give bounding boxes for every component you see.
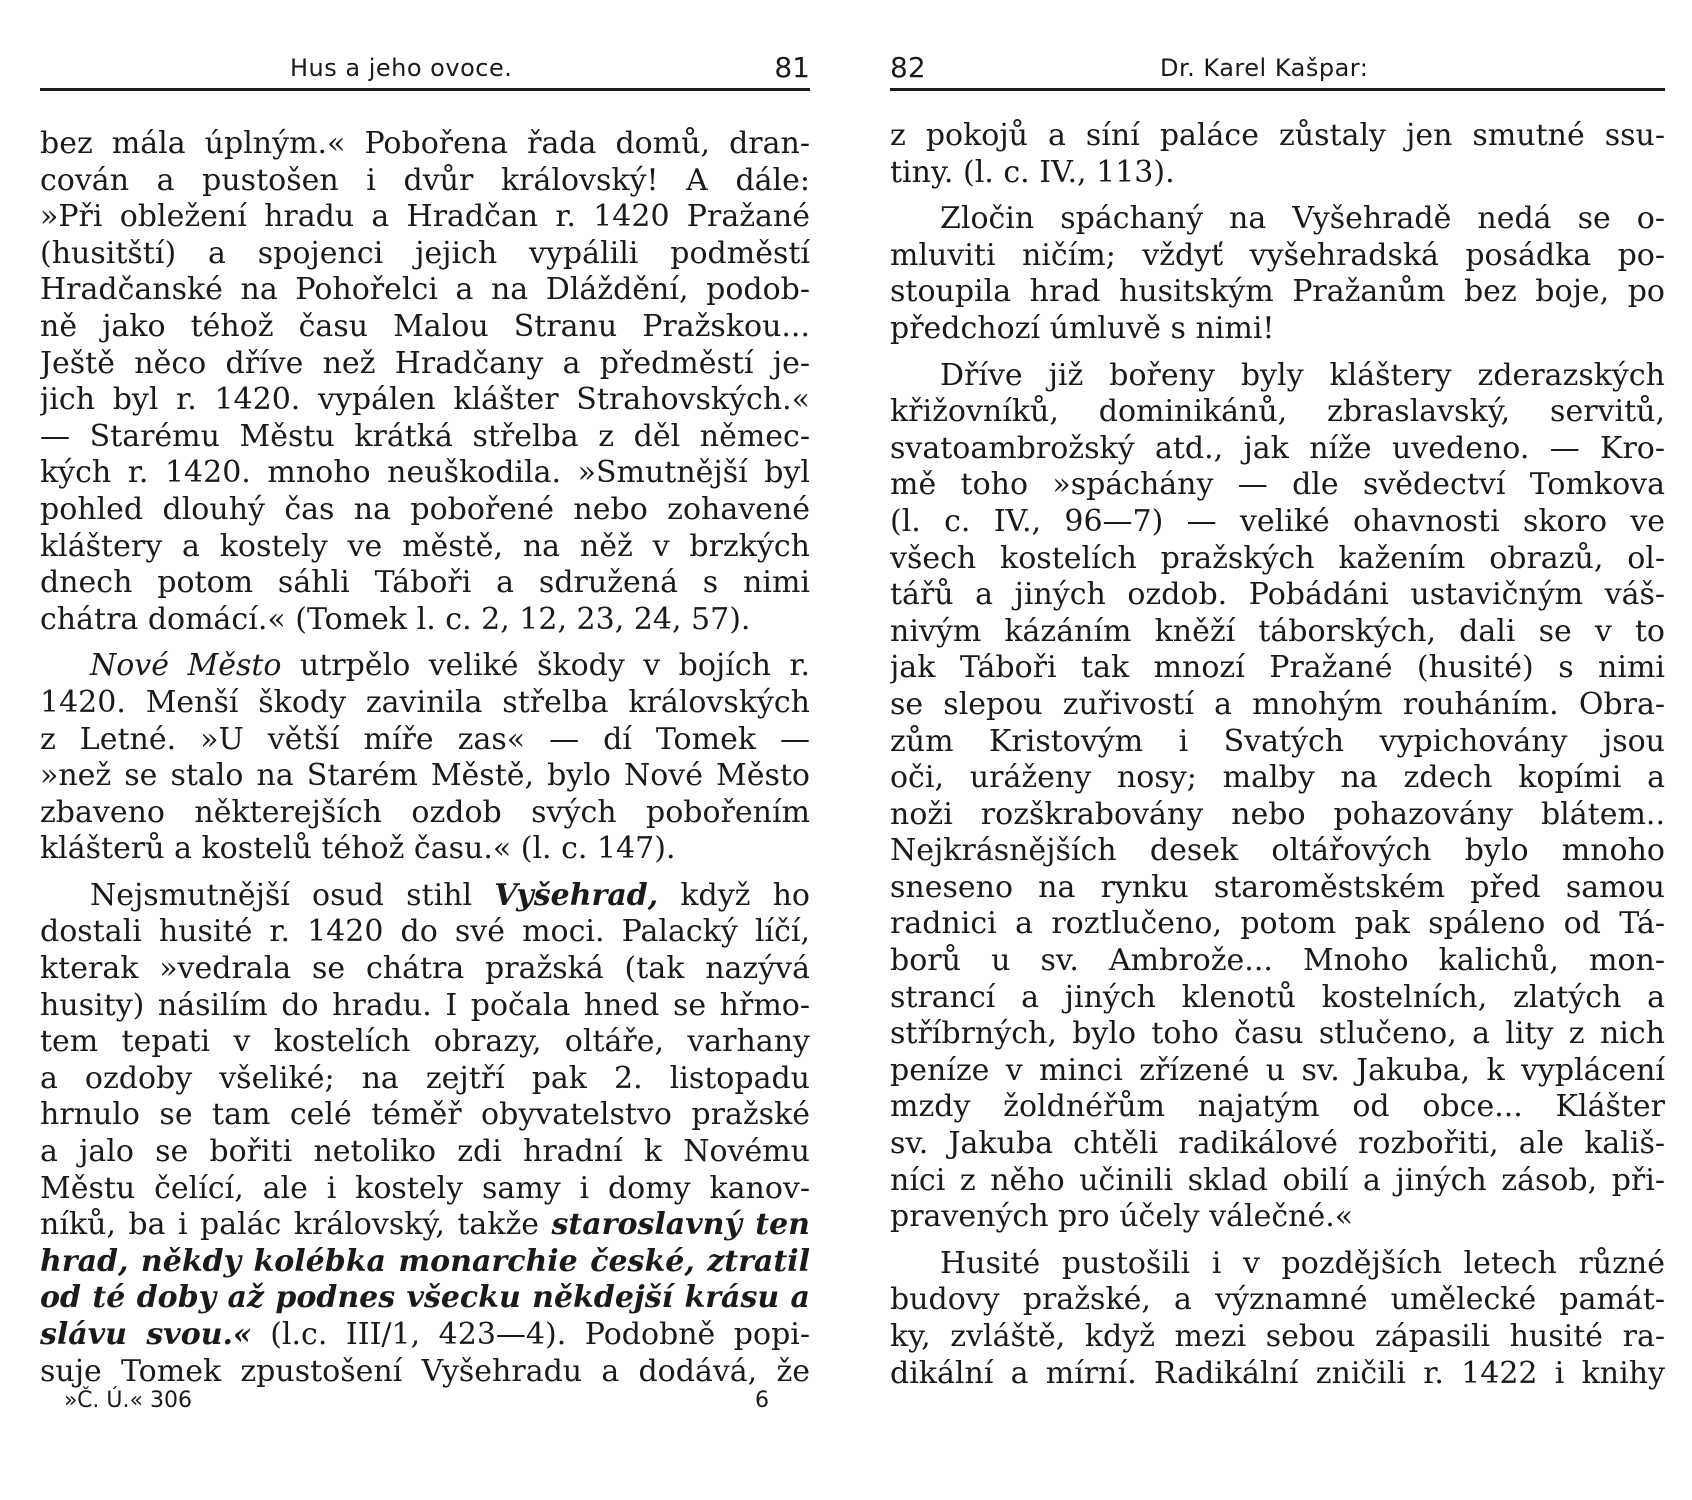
text-line: chátra domácí.« (Tomek l. c. 2, 12, 23, 24, 57). (40, 601, 751, 637)
text-line: stříbrných, bylo toho času stlučeno, a lity z nich (890, 1016, 1665, 1052)
text-line: kláštery a kostely ve městě, na něž v brzkých (40, 528, 810, 564)
left-page-text (40, 126, 810, 1390)
text-line: sneseno na rynku staroměstském před samou (890, 869, 1665, 905)
text-line: strancí a jiných klenotů kostelních, zlatých a (890, 979, 1665, 1015)
text-line: Nejkrásnějších desek oltářových bylo mnoho (890, 833, 1665, 869)
text-line: kých r. 1420. mnoho neuškodila. »Smutnější byl (40, 455, 810, 491)
text-line: mě toho »spáchány — dle svědectví Tomkova (890, 467, 1665, 503)
text-line: hrnulo se tam celé téměř obyvatelstvo pražské (40, 1097, 810, 1133)
page-footer (40, 1388, 810, 1422)
text-line: jich byl r. 1420. vypálen klášter Strahovských.« (40, 382, 810, 418)
text-line: klášterů a kostelů téhož času.« (l. c. 147). (40, 831, 676, 867)
text-line: od té doby až podnes všecku někdejší krásu a (40, 1280, 810, 1316)
page-number: 82 (890, 51, 926, 84)
text-line: hrad, někdy kolébka monarchie české, ztratil (40, 1243, 810, 1279)
emphasis: slávu svou.« (40, 1317, 252, 1352)
text-line: z pokojů a síní paláce zůstaly jen smutné ssu- (890, 118, 1665, 153)
text-line: (husitští) a spojenci jejich vypálili podměstí (40, 235, 810, 271)
text-line: budovy pražské, a významné umělecké památ- (890, 1282, 1665, 1318)
text-line: předchozí úmluvě s nimi! (890, 310, 1275, 346)
right-page-text (890, 118, 1665, 1392)
text-line: Ještě něco dříve než Hradčany a předměstí je- (40, 345, 810, 381)
printer-signature: »Č. Ú.« 306 (64, 1388, 192, 1413)
text-line: bez mála úplným.« Pobořena řada domů, dran- (40, 126, 810, 161)
running-head: Hus a jeho ovoce. (290, 54, 513, 82)
text-line: Hradčanské na Pohořelci a na Dláždění, podob- (40, 272, 810, 308)
text-line: mluviti ničím; vždyť vyšehradská posádka po- (890, 237, 1665, 273)
text-line: ně jako téhož času Malou Stranu Pražskou... (40, 308, 810, 344)
text-line: borů u sv. Ambrože... Mnoho kalichů, mon- (890, 943, 1665, 979)
text-line: Husité pustošili i v pozdějších letech různé (940, 1245, 1665, 1281)
text-line: křižovníků, dominikánů, zbraslavský, servitů, (890, 394, 1665, 430)
text-line: pohled dlouhý čas na pobořené nebo zohavené (40, 491, 810, 527)
text-line: dikální a mírní. Radikální zničili r. 1422 i knihy (890, 1355, 1665, 1391)
text-line: — Starému Městu krátká střelba z děl němec- (40, 418, 810, 454)
text-line: radnici a roztlučeno, potom pak spáleno od Tá- (890, 906, 1665, 942)
text-line: mzdy žoldnéřům najatým od obce... Klášter (890, 1089, 1665, 1125)
emphasis: staroslavný ten (551, 1207, 810, 1243)
text-line: slávu svou.« (l.c. III/1, 423—4). Podobně popi- (40, 1317, 810, 1352)
text-line: »než se stalo na Starém Městě, bylo Nové Město (40, 758, 810, 794)
text-line: a ozdoby všeliké; na zejtří pak 2. listopadu (40, 1060, 810, 1096)
emphasis: Vyšehrad, (494, 877, 659, 913)
text-line: níků, ba i palác královský, takže staroslavný ten (40, 1207, 810, 1243)
text-line: ky, zvláště, když mezi sebou zápasili husité ra- (890, 1319, 1665, 1354)
text-line: nivým kázáním kněží táborských, dali se v to (890, 613, 1665, 649)
text-line: Nové Město utrpělo veliké škody v bojích r. (90, 648, 810, 684)
text-line: Městu čelící, ale i kostely samy i domy kanov- (40, 1170, 810, 1206)
text-line: níci z něho učinili sklad obilí a jiných zásob, při- (890, 1162, 1665, 1198)
text-line: Nejsmutnější osud stihl Vyšehrad, když ho (90, 877, 810, 913)
text-line: Zločin spáchaný na Vyšehradě nedá se o- (940, 201, 1665, 237)
text-line: sv. Jakuba chtěli radikálové rozbořiti, ale kališ- (890, 1126, 1665, 1162)
text-line: tem tepati v kostelích obrazy, oltáře, varhany (40, 1024, 810, 1060)
text-line: jak Táboři tak mnozí Pražané (husité) s nimi (890, 650, 1665, 686)
sheet-number: 6 (755, 1388, 769, 1413)
right-page-header (890, 42, 1665, 91)
text-line: noži rozškrabovány nebo pohazovány blátem.. (890, 796, 1665, 832)
right-page (890, 0, 1665, 1500)
text-line: z Letné. »U větší míře zas« — dí Tomek — (40, 721, 810, 757)
text-line: a jalo se bořiti netoliko zdi hradní k Novému (40, 1134, 810, 1170)
text-line: peníze v minci zřízené u sv. Jakuba, k vyplácení (890, 1052, 1665, 1088)
text-line: pravených pro účely válečné.« (890, 1199, 1354, 1235)
text-line: dnech potom sáhli Táboři a sdružená s nimi (40, 565, 810, 601)
page-number: 81 (774, 51, 810, 84)
emphasis: Nové Město (90, 648, 282, 684)
text-line: (l. c. IV., 96—7) — veliké ohavnosti skoro ve (890, 503, 1665, 539)
text-line: se slepou zuřivostí a mnohým rouháním. Obra- (890, 686, 1665, 722)
text-line: husity) násilím do hradu. I počala hned se hřmo- (40, 987, 810, 1023)
text-line: dostali husité r. 1420 do své moci. Palacký líčí, (40, 914, 810, 950)
text-line: oči, uráženy nosy; malby na zdech kopími a (890, 760, 1665, 796)
text-line: tářů a jiných ozdob. Pobádáni ustavičným váš- (890, 577, 1665, 613)
text-line: tiny. (l. c. IV., 113). (890, 154, 1175, 190)
text-line: zbaveno některejších ozdob svých pobořením (40, 794, 810, 830)
text-line: zům Kristovým i Svatých vypichovány jsou (890, 723, 1665, 759)
text-line: cován a pustošen i dvůr královský! A dále: (40, 162, 810, 198)
text-line: svatoambrožský atd., jak níže uvedeno. — Kro- (890, 430, 1665, 466)
text-line: »Při obležení hradu a Hradčan r. 1420 Pražané (40, 199, 810, 235)
left-page-header (40, 42, 810, 91)
text-line: všech kostelích pražských kažením obrazů, ol- (890, 540, 1665, 576)
running-head: Dr. Karel Kašpar: (1160, 54, 1369, 82)
text-line: suje Tomek zpustošení Vyšehradu a dodává, že (40, 1353, 810, 1389)
text-line: kterak »vedrala se chátra pražská (tak nazývá (40, 951, 810, 987)
text-line: 1420. Menší škody zavinila střelba královských (40, 684, 810, 720)
text-line: Dříve již bořeny byly kláštery zderazských (940, 357, 1665, 393)
left-page (40, 0, 810, 1500)
text-line: stoupila hrad husitským Pražanům bez boje, po (890, 274, 1665, 310)
